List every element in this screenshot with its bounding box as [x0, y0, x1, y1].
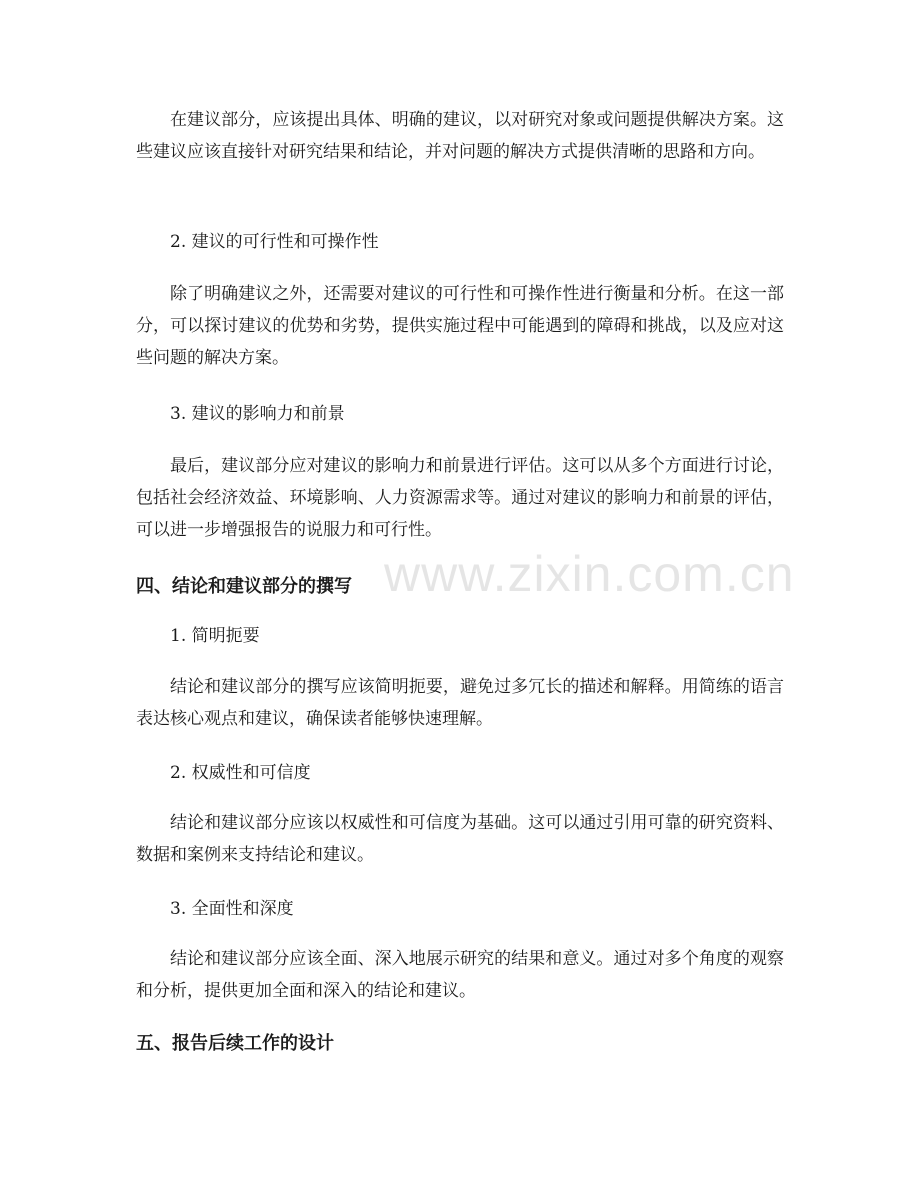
subheading-feasibility: 2. 建议的可行性和可操作性	[170, 232, 379, 252]
subheading-depth: 3. 全面性和深度	[170, 899, 294, 919]
paragraph-concise: 结论和建议部分的撰写应该简明扼要，避免过多冗长的描述和解释。用简练的语言表达核心观点和建议，确保读者能够快速理解。	[136, 677, 784, 729]
paragraph-feasibility: 除了明确建议之外，还需要对建议的可行性和可操作性进行衡量和分析。在这一部分，可以探讨建议的优势和劣势，提供实施过程中可能遇到的障碍和挑战，以及应对这些问题的解决方案。	[136, 284, 784, 368]
paragraph-authority: 结论和建议部分应该以权威性和可信度为基础。这可以通过引用可靠的研究资料、数据和案例来支持结论和建议。	[136, 813, 784, 865]
subheading-authority: 2. 权威性和可信度	[170, 763, 311, 783]
paragraph-impact: 最后，建议部分应对建议的影响力和前景进行评估。这可以从多个方面进行讨论，包括社会经济效益、环境影响、人力资源需求等。通过对建议的影响力和前景的评估，可以进一步增强报告的说服力和可行性。	[136, 456, 784, 540]
watermark: www.zixin.com.cn	[384, 546, 795, 602]
section-heading-5: 五、报告后续工作的设计	[136, 1033, 334, 1054]
subheading-impact: 3. 建议的影响力和前景	[170, 404, 345, 424]
subheading-concise: 1. 简明扼要	[170, 626, 260, 646]
paragraph-depth: 结论和建议部分应该全面、深入地展示研究的结果和意义。通过对多个角度的观察和分析，提供更加全面和深入的结论和建议。	[136, 949, 784, 1001]
paragraph-recommendations-intro: 在建议部分，应该提出具体、明确的建议，以对研究对象或问题提供解决方案。这些建议应该直接针对研究结果和结论，并对问题的解决方式提供清晰的思路和方向。	[136, 110, 784, 162]
section-heading-4: 四、结论和建议部分的撰写	[136, 576, 352, 597]
